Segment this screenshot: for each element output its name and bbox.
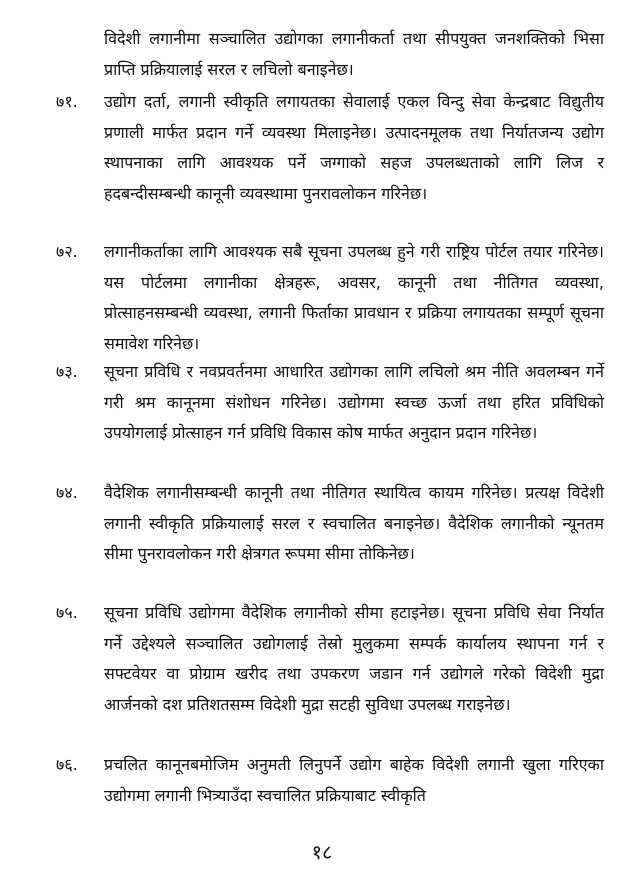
page-number: १८ bbox=[311, 840, 333, 864]
paragraph-text: प्रचलित कानूनबमोजिम अनुमती लिनुपर्ने उद्योग बाहेक विदेशी लगानी खुला गरिएका उद्योगमा लगानी भित्र्याउँदा स्वचालित प्रक्रियाबाट स्वीकृति bbox=[104, 755, 604, 805]
paragraph-text: लगानीकर्ताका लागि आवश्यक सबै सूचना उपलब्ध हुने गरी राष्ट्रिय पोर्टल तयार गरिनेछ। यस पोर्टलमा लगानीका क्षेत्रहरू, अवसर, कानूनी तथा नीतिगत व्यवस्था, प्रोत्साहनसम्बन्धी व्यवस्था, लगानी फिर्ताका प्रावधान र प्रक्रिया लगायतका सम्पूर्ण सूचना समावेश गरिनेछ। bbox=[104, 242, 604, 353]
paragraph-number: ७४. bbox=[56, 483, 78, 502]
paragraph-text: सूचना प्रविधि उद्योगमा वैदेशिक लगानीको सीमा हटाइनेछ। सूचना प्रविधि सेवा निर्यात गर्ने उद्देश्यले सञ्चालित उद्योगलाई तेस्रो मुलुकमा सम्पर्क कार्यालय स्थापना गर्न र सफ्टवेयर वा प्रोग्राम खरीद तथा उपकरण जडान गर्न उद्योगले गरेको विदेशी मुद्रा आर्जनको दश प्रतिशतसम्म विदेशी मुद्रा सटही सुविधा उपलब्ध गराइनेछ। bbox=[104, 603, 604, 714]
paragraph-text: वैदेशिक लगानीसम्बन्धी कानूनी तथा नीतिगत स्थायित्व कायम गरिनेछ। प्रत्यक्ष विदेशी लगानी स्वीकृति प्रक्रियालाई सरल र स्वचालित बनाइनेछ। वैदेशिक लगानीको न्यूनतम सीमा पुनरावलोकन गरी क्षेत्रगत रूपमा सीमा तोकिनेछ। bbox=[104, 483, 604, 563]
paragraph-number: ७५. bbox=[56, 603, 78, 622]
paragraph-number: ७६. bbox=[56, 755, 78, 774]
paragraph-text: सूचना प्रविधि र नवप्रवर्तनमा आधारित उद्योगका लागि लचिलो श्रम नीति अवलम्बन गर्ने गरी श्रम कानूनमा संशोधन गरिनेछ। उद्योगमा स्वच्छ ऊर्जा तथा हरित प्रविधिको उपयोगलाई प्रोत्साहन गर्न प्रविधि विकास कोष मार्फत अनुदान प्रदान गरिनेछ। bbox=[104, 362, 604, 442]
paragraph-text: उद्योग दर्ता, लगानी स्वीकृति लगायतका सेवालाई एकल विन्दु सेवा केन्द्रबाट विद्युतीय प्रणाली मार्फत प्रदान गर्ने व्यवस्था मिलाइनेछ। उत्पादनमूलक तथा निर्यातजन्य उद्योग स्थापनाका लागि आवश्यक पर्ने जग्गाको सहज उपलब्धताको लागि लिज र हदबन्दीसम्बन्धी कानूनी व्यवस्थामा पुनरावलोकन गरिनेछ। bbox=[104, 92, 604, 203]
paragraph-number: ७३. bbox=[56, 362, 78, 381]
paragraph-number: ७२. bbox=[56, 242, 78, 261]
paragraph-number: ७१. bbox=[56, 92, 78, 111]
paragraph-text: विदेशी लगानीमा सञ्चालित उद्योगका लगानीकर्ता तथा सीपयुक्त जनशक्तिको भिसा प्राप्ति प्रक्रियालाई सरल र लचिलो बनाइनेछ। bbox=[104, 29, 604, 79]
